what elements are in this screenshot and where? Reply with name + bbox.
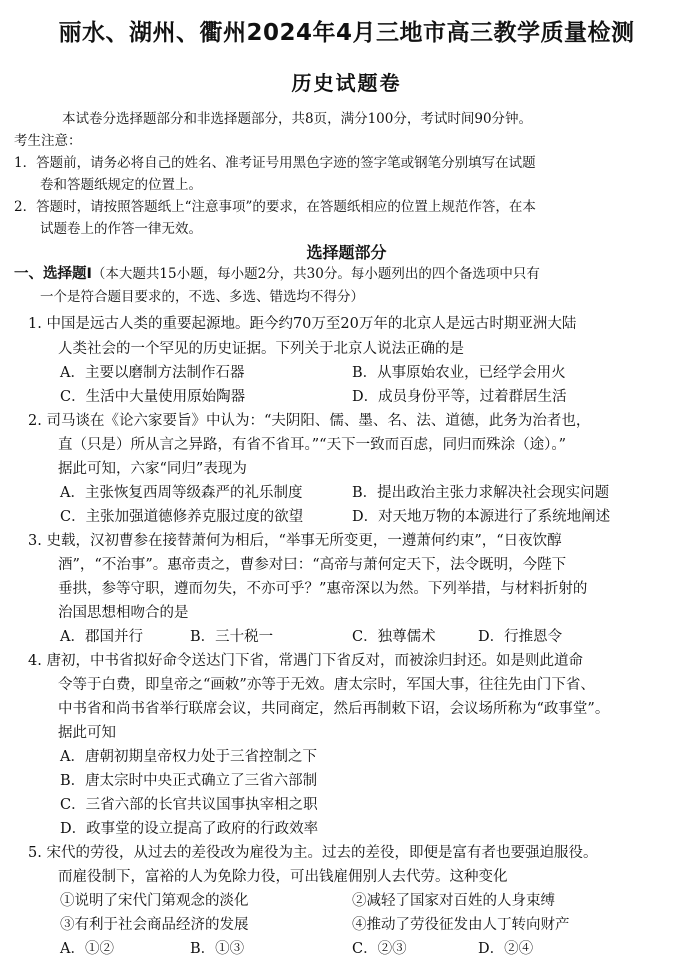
question-1-stem-line-1: 1. 中国是远古人类的重要起源地。距今约70万至20万年的北京人是远古时期亚洲大陆 — [28, 316, 577, 332]
question-1-option-d: D．成员身份平等，过着群居生活 — [352, 389, 567, 405]
note-2-line-1: 2．答题时，请按照答题纸上“注意事项”的要求，在答题纸相应的位置上规范作答，在本 — [14, 199, 536, 215]
question-3-option-b: B．三十税一 — [190, 629, 274, 645]
question-3-stem-line-3: 垂拱，参等守职，遵而勿失，不亦可乎？”惠帝深以为然。下列举措，与材料折射的 — [58, 581, 588, 597]
question-5-option-b: B．①③ — [190, 941, 245, 957]
question-1-option-b: B．从事原始农业，已经学会用火 — [352, 365, 566, 381]
question-3-option-c: C．独尊儒术 — [352, 629, 436, 645]
question-1-option-c: C．生活中大量使用原始陶器 — [60, 389, 246, 405]
exam-subtitle: 历史试题卷 — [291, 71, 402, 95]
question-2-option-d: D．对天地万物的本源进行了系统地阐述 — [352, 509, 611, 525]
part-label: 一、选择题Ⅰ — [14, 266, 92, 282]
question-2-option-c: C．主张加强道德修养克服过度的欲望 — [60, 509, 304, 525]
exam-title: 丽水、湖州、衢州2024年4月三地市高三教学质量检测 — [58, 20, 635, 46]
note-1-line-1: 1．答题前，请务必将自己的姓名、准考证号用黑色字迹的签字笔或钢笔分别填写在试题 — [14, 155, 536, 171]
question-4-option-b: B．唐太宗时中央正式确立了三省六部制 — [60, 773, 318, 789]
part-header — [14, 264, 540, 284]
section-title: 选择题部分 — [306, 243, 387, 262]
question-5-option-c: C．②③ — [352, 941, 407, 957]
question-3-option-d: D．行推恩令 — [478, 629, 563, 645]
question-5-statement-2: ②减轻了国家对百姓的人身束缚 — [352, 893, 555, 909]
question-5-statement-4: ④推动了劳役征发由人丁转向财产 — [352, 917, 570, 933]
question-4-option-d: D．政事堂的设立提高了政府的行政效率 — [60, 821, 319, 837]
part-description: （本大题共15小题，每小题2分，共30分。每小题列出的四个备选项中只有 — [91, 266, 540, 282]
question-3-stem-line-1: 3. 史载，汉初曹参在接替萧何为相后，“举事无所变更，一遵萧何约束”，“日夜饮醇 — [28, 533, 562, 549]
question-4-stem-line-4: 据此可知 — [58, 725, 116, 741]
question-1-stem-line-2: 人类社会的一个罕见的历史证据。下列关于北京人说法正确的是 — [58, 341, 464, 357]
question-1-option-a: A．主要以磨制方法制作石器 — [60, 365, 245, 381]
question-2-stem-line-3: 据此可知，六家“同归”表现为 — [58, 461, 247, 477]
question-4-option-a: A．唐朝初期皇帝权力处于三省控制之下 — [60, 749, 317, 765]
part-description-line-2: 一个是符合题目要求的，不选、多选、错选均不得分） — [40, 289, 364, 305]
note-1-line-2: 卷和答题纸规定的位置上。 — [40, 177, 202, 193]
intro-text: 本试卷分选择题部分和非选择题部分，共8页，满分100分，考试时间90分钟。 — [62, 111, 533, 127]
question-5-statement-3: ③有利于社会商品经济的发展 — [60, 917, 249, 933]
question-4-option-c: C．三省六部的长官共议国事执宰相之职 — [60, 797, 318, 813]
question-3-stem-line-2: 酒”，“不治事”。惠帝责之，曹参对曰：“高帝与萧何定天下，法令既明，今陛下 — [58, 557, 567, 573]
question-5-statement-1: ①说明了宋代门第观念的淡化 — [60, 893, 249, 909]
question-2-stem-line-1: 2. 司马谈在《论六家要旨》中认为：“夫阴阳、儒、墨、名、法、道德，此务为治者也， — [28, 413, 591, 429]
question-2-stem-line-2: 直（只是）所从言之异路，有省不省耳。”“天下一致而百虑，同归而殊涂（途）。” — [58, 437, 566, 453]
question-4-stem-line-2: 令等于白费，即皇帝之“画敕”亦等于无效。唐太宗时，军国大事，往往先由门下省、 — [58, 677, 595, 693]
question-5-option-d: D．②④ — [478, 941, 534, 957]
notes-heading: 考生注意： — [14, 133, 82, 149]
question-5-option-a: A．①② — [60, 941, 114, 957]
question-2-option-a: A．主张恢复西周等级森严的礼乐制度 — [60, 485, 303, 501]
question-4-stem-line-1: 4. 唐初，中书省拟好命令送达门下省，常遇门下省反对，而被涂归封还。如是则此道命 — [28, 653, 583, 669]
question-5-stem-line-2: 而雇役制下，富裕的人为免除力役，可出钱雇佣别人去代劳。这种变化 — [58, 869, 508, 885]
note-2-line-2: 试题卷上的作答一律无效。 — [40, 221, 202, 237]
question-3-stem-line-4: 治国思想相吻合的是 — [58, 605, 189, 621]
question-4-stem-line-3: 中书省和尚书省举行联席会议，共同商定，然后再制敕下诏，会议场所称为“政事堂”。 — [58, 701, 610, 717]
question-2-option-b: B．提出政治主张力求解决社会现实问题 — [352, 485, 610, 501]
question-3-option-a: A．郡国并行 — [60, 629, 143, 645]
question-5-stem-line-1: 5. 宋代的劳役，从过去的差役改为雇役为主。过去的差役，即便是富有者也要强迫服役。 — [28, 845, 598, 861]
